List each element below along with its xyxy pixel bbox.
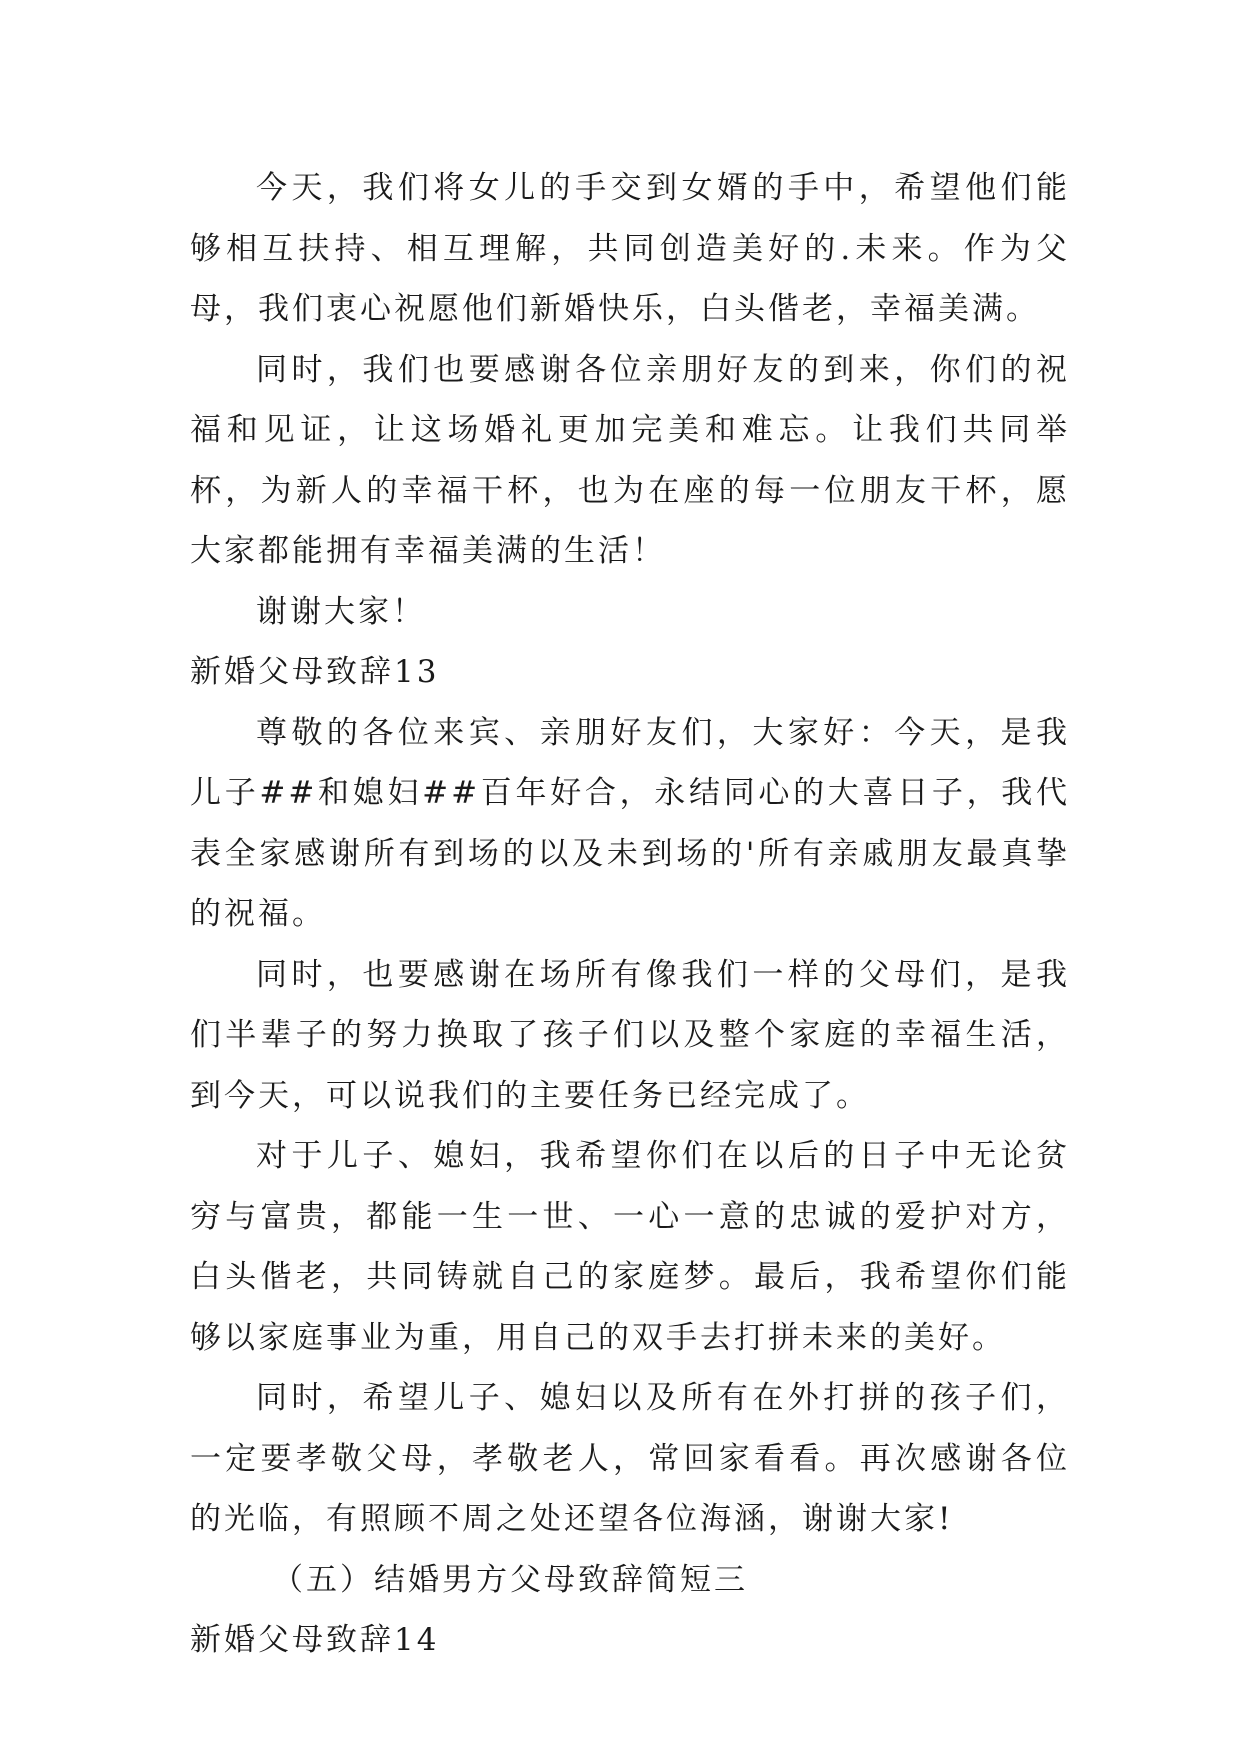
subheading-five: （五）结婚男方父母致辞简短三 [272, 1561, 748, 1598]
document-body [190, 158, 1070, 1671]
paragraph-7: 同时，希望儿子、媳妇以及所有在外打拼的孩子们，一定要孝敬父母，孝敬老人，常回家看看。再次感谢各位的光临，有照顾不周之处还望各位海涵，谢谢大家! [190, 1380, 1070, 1537]
paragraph-3: 谢谢大家！ [256, 593, 426, 630]
paragraph-2: 同时，我们也要感谢各位亲朋好友的到来，你们的祝福和见证，让这场婚礼更加完美和难忘。让我们共同举杯，为新人的幸福干杯，也为在座的每一位朋友干杯，愿大家都能拥有幸福美满的生活！ [190, 351, 1070, 569]
paragraph-6: 对于儿子、媳妇，我希望你们在以后的日子中无论贫穷与富贵，都能一生一世、一心一意的忠诚的爱护对方，白头偕老，共同铸就自己的家庭梦。最后，我希望你们能够以家庭事业为重，用自己的双手去打拼未来的美好。 [190, 1138, 1070, 1356]
paragraph-5: 同时，也要感谢在场所有像我们一样的父母们，是我们半辈子的努力换取了孩子们以及整个家庭的幸福生活，到今天，可以说我们的主要任务已经完成了。 [190, 956, 1070, 1114]
section-heading-14: 新婚父母致辞14 [190, 1622, 440, 1658]
paragraph-4: 尊敬的各位来宾、亲朋好友们，大家好：今天，是我儿子##和媳妇##百年好合，永结同心的大喜日子，我代表全家感谢所有到场的以及未到场的'所有亲戚朋友最真挚的祝福。 [190, 714, 1070, 932]
paragraph-1: 今天，我们将女儿的手交到女婿的手中，希望他们能够相互扶持、相互理解，共同创造美好的.未来。作为父母，我们衷心祝愿他们新婚快乐，白头偕老，幸福美满。 [190, 170, 1070, 327]
section-heading-13: 新婚父母致辞13 [190, 654, 440, 690]
